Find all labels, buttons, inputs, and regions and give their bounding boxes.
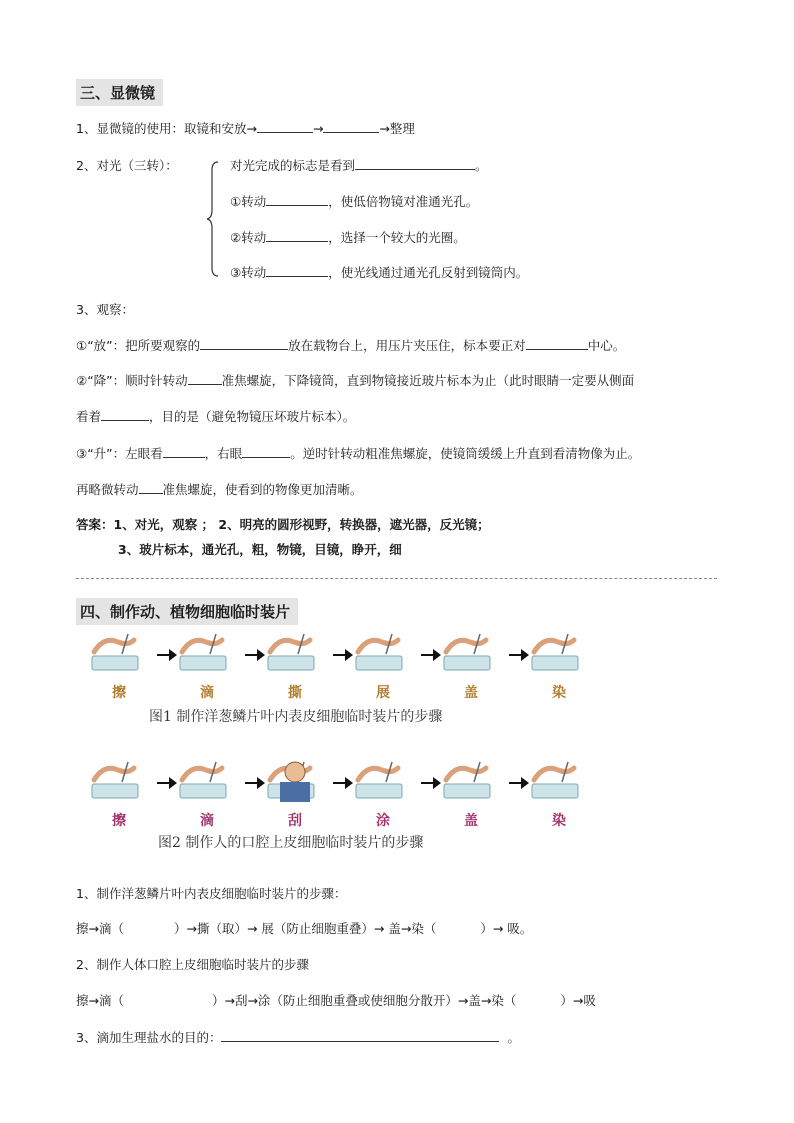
dropper-icon [172, 630, 242, 676]
blank[interactable] [200, 337, 288, 350]
step-label: 刮 [288, 813, 302, 829]
step-label: 滴 [200, 813, 214, 829]
text: 。逆时针转动粗准焦螺旋，使镜筒缓缓上升直到看清物像为止。 [290, 446, 641, 461]
blank[interactable] [242, 445, 290, 458]
text: ①“放”：把所要观察的 [76, 338, 201, 353]
blank[interactable] [323, 120, 379, 133]
s4-q2-title: 2、制作人体口腔上皮细胞临时装片的步骤 [76, 957, 309, 972]
step-label: 滴 [200, 685, 214, 701]
step-label: 擦 [112, 685, 126, 701]
blank[interactable] [139, 481, 163, 494]
step-label: 撕 [288, 685, 302, 701]
blank[interactable] [188, 372, 222, 385]
text: ③转动 [230, 265, 267, 280]
text: ）→刮→涂（防止细胞重叠或使细胞分散开）→盖→染（ [211, 993, 517, 1008]
s4-q3 [76, 1028, 520, 1046]
step-label: 染 [552, 685, 566, 701]
step-sheng [76, 444, 640, 462]
section-title-slides: 四、制作动、植物细胞临时装片 [76, 598, 298, 625]
stain-dropper-icon [524, 758, 594, 804]
text: ②“降”：顺时针转动 [76, 373, 188, 388]
figure2-caption: 图2 制作人的口腔上皮细胞临时装片的步骤 [158, 835, 424, 851]
text: 看着 [76, 409, 102, 424]
text: ）→撕（取）→ 展（防止细胞重叠）→ 盖→染（ [173, 921, 437, 936]
blank[interactable] [101, 408, 149, 421]
text: ①转动 [230, 194, 267, 209]
text: 中心。 [587, 338, 626, 353]
s4-q1-steps [76, 919, 532, 937]
stain-dropper-icon [524, 630, 594, 676]
text: ，选择一个较大的光圈。 [328, 230, 466, 245]
blank[interactable] [221, 1029, 499, 1042]
cover-slip-icon [436, 630, 506, 676]
text: 再略微转动 [76, 482, 139, 497]
blank[interactable] [163, 445, 205, 458]
section-divider [76, 578, 717, 579]
figure1-caption: 图1 制作洋葱鳞片叶内表皮细胞临时装片的步骤 [149, 709, 443, 725]
text: 准焦螺旋，下降镜筒，直到物镜接近玻片标本为止（此时眼睛一定要从侧面 [221, 373, 635, 388]
step-label: 擦 [112, 813, 126, 829]
step-label: 盖 [464, 813, 478, 829]
text: 。 [507, 1030, 520, 1045]
q1-suffix: →整理 [379, 121, 415, 136]
q2-line4 [230, 263, 528, 281]
person-scrape-icon [260, 758, 330, 804]
text: 对光完成的标志是看到 [230, 158, 356, 173]
step-jiang-cont [76, 407, 355, 425]
text: 擦→滴（ [76, 921, 124, 936]
step-label: 展 [376, 685, 390, 701]
answer-line-1: 答案：1、对光，观察 ； 2、明亮的圆形视野，转换器，遮光器，反光镜； [76, 517, 490, 532]
text: ）→吸 [560, 993, 596, 1008]
q2-line2 [230, 192, 478, 210]
step-label: 涂 [376, 813, 390, 829]
blank[interactable] [266, 229, 328, 242]
brace-icon [206, 160, 220, 278]
hand-wipe-icon [84, 758, 154, 804]
blank[interactable] [355, 157, 475, 170]
answer-line-2: 3、玻片标本，通光孔，粗，物镜，目镜，睁开，细 [118, 542, 402, 557]
text: 擦→滴（ [76, 993, 124, 1008]
q2-line3 [230, 228, 466, 246]
step-fang [76, 336, 625, 354]
text: ，使光线通过通光孔反射到镜筒内。 [328, 265, 529, 280]
text: ②转动 [230, 230, 267, 245]
step-sheng-cont [76, 480, 363, 498]
dropper-icon [172, 758, 242, 804]
cover-slip-icon [436, 758, 506, 804]
blank[interactable] [266, 193, 328, 206]
q1-microscope-use [76, 119, 415, 137]
step-label: 盖 [464, 685, 478, 701]
q3-label: 3、观察： [76, 302, 134, 317]
text: 3、滴加生理盐水的目的： [76, 1030, 222, 1045]
text: ，右眼 [204, 446, 243, 461]
q1-arrow: → [312, 121, 324, 136]
blank[interactable] [266, 264, 328, 277]
smear-icon [348, 758, 418, 804]
blank[interactable] [257, 120, 313, 133]
text: 放在载物台上，用压片夹压住，标本要正对 [288, 338, 526, 353]
section-title-microscope: 三、显微镜 [76, 79, 163, 106]
text: ）→ 吸。 [480, 921, 533, 936]
blank[interactable] [526, 337, 588, 350]
text: ③“升”：左眼看 [76, 446, 163, 461]
q1-prefix: 1、显微镜的使用：取镜和安放→ [76, 121, 257, 136]
s4-q2-steps [76, 991, 596, 1009]
text: 准焦螺旋，使看到的物像更加清晰。 [162, 482, 363, 497]
q2-label: 2、对光（三转）： [76, 158, 178, 173]
leaf-tweezers-icon [260, 630, 330, 676]
text: 。 [475, 158, 488, 173]
s4-q1-title: 1、制作洋葱鳞片叶内表皮细胞临时装片的步骤： [76, 886, 347, 901]
step-jiang [76, 371, 634, 389]
hand-wipe-icon [84, 630, 154, 676]
slide-icon [348, 630, 418, 676]
step-label: 染 [552, 813, 566, 829]
text: ，使低倍物镜对准通光孔。 [328, 194, 479, 209]
q2-line1 [230, 156, 488, 174]
text: ，目的是（避免物镜压坏玻片标本）。 [149, 409, 356, 424]
